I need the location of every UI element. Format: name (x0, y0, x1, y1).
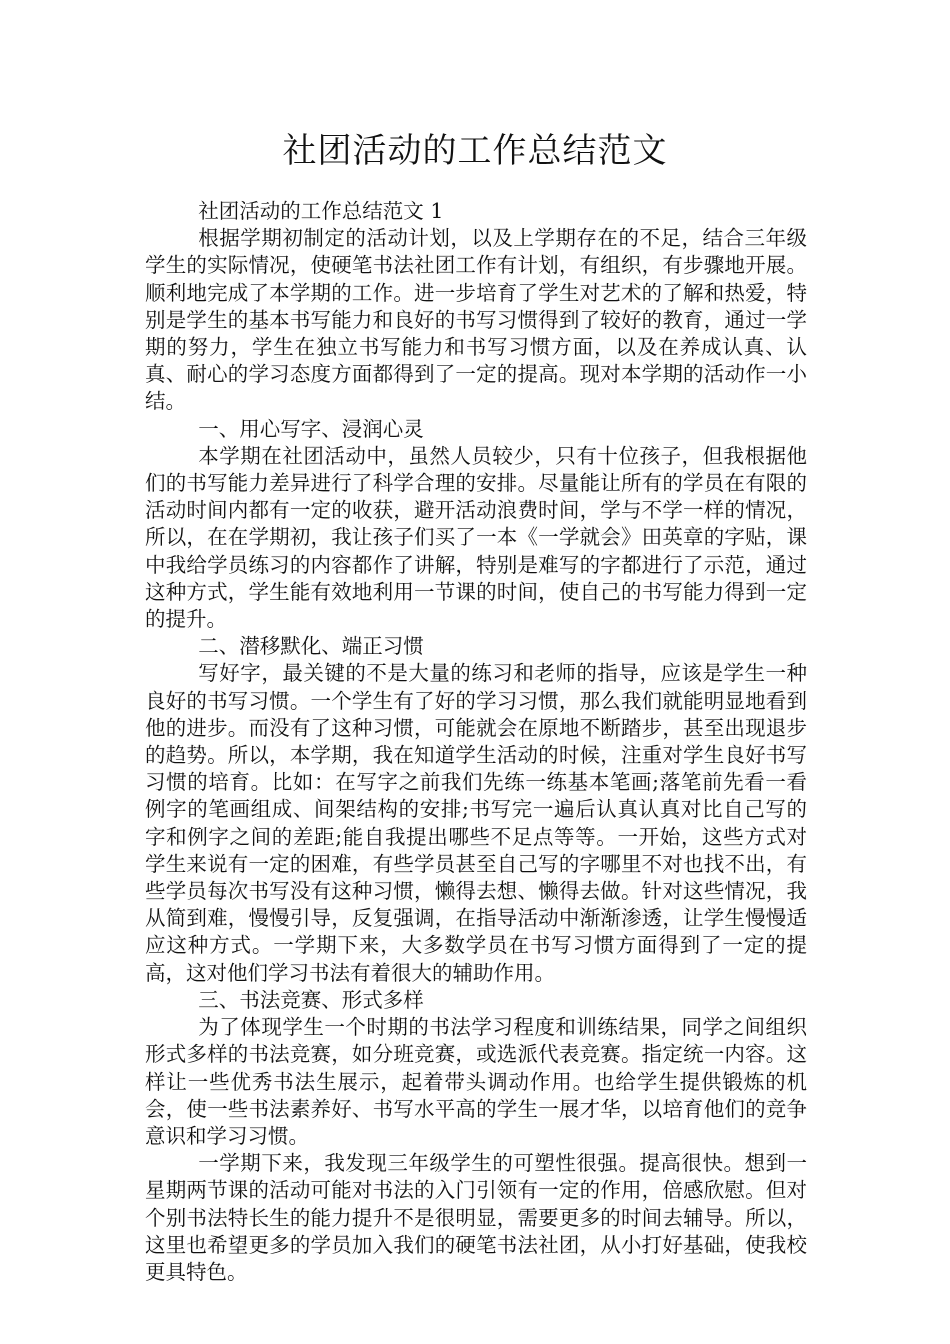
section-2-paragraph: 写好字，最关键的不是大量的练习和老师的指导，应该是学生一种良好的书写习惯。一个学生有了好的学习习惯，那么我们就能明显地看到他的进步。而没有了这种习惯，可能就会在原地不断踏步，甚至出现退步的趋势。所以，本学期，我在知道学生活动的时候，注重对学生良好书写习惯的培育。比如：在写字之前我们先练一练基本笔画;落笔前先看一看例字的笔画组成、间架结构的安排;书写完一遍后认真认真对比自己写的字和例字之间的差距;能自我提出哪些不足点等等。一开始，这些方式对学生来说有一定的困难，有些学员甚至自己写的字哪里不对也找不出，有些学员每次书写没有这种习惯，懒得去想、懒得去做。针对这些情况，我从简到难，慢慢引导，反复强调，在指导活动中渐渐渗透，让学生慢慢适应这种方式。一学期下来，大多数学员在书写习惯方面得到了一定的提高，这对他们学习书法有着很大的辅助作用。 (145, 661, 807, 985)
section-heading-3: 三、书法竞赛、形式多样 (198, 987, 424, 1012)
document-title: 社团活动的工作总结范文 (282, 131, 668, 171)
subtitle-paragraph: 社团活动的工作总结范文 1 (198, 199, 444, 223)
conclusion-paragraph: 一学期下来，我发现三年级学生的可塑性很强。提高很快。想到一星期两节课的活动可能对书法的入门引领有一定的作用，倍感欣慰。但对个别书法特长生的能力提升不是很明显，需要更多的时间去辅导。所以，这里也希望更多的学员加入我们的硬笔书法社团，从小打好基础，使我校更具特色。 (145, 1151, 807, 1284)
section-1-paragraph: 本学期在社团活动中，虽然人员较少，只有十位孩子，但我根据他们的书写能力差异进行了科学合理的安排。尽量能让所有的学员在有限的活动时间内都有一定的收获，避开活动浪费时间，学与不学一样的情况，所以，在在学期初，我让孩子们买了一本《一学就会》田英章的字贴，课中我给学员练习的内容都作了讲解，特别是难写的字都进行了示范，通过这种方式，学生能有效地利用一节课的时间，使自己的书写能力得到一定的提升。 (145, 443, 807, 632)
section-3-paragraph: 为了体现学生一个时期的书法学习程度和训练结果，同学之间组织形式多样的书法竞赛，如分班竞赛，或选派代表竞赛。指定统一内容。这样让一些优秀书法生展示，起着带头调动作用。也给学生提供锻炼的机会，使一些书法素养好、书写水平高的学生一展才华，以培育他们的竞争意识和学习习惯。 (145, 1015, 807, 1148)
section-heading-1: 一、用心写字、浸润心灵 (198, 416, 424, 441)
document-body (145, 198, 807, 1286)
section-heading-2: 二、潜移默化、端正习惯 (198, 634, 424, 659)
intro-paragraph: 根据学期初制定的活动计划，以及上学期存在的不足，结合三年级学生的实际情况，使硬笔书法社团工作有计划，有组织，有步骤地开展。顺利地完成了本学期的工作。进一步培育了学生对艺术的了解和热爱，特别是学生的基本书写能力和良好的书写习惯得到了较好的教育，通过一学期的努力，学生在独立书写能力和书写习惯方面，以及在养成认真、认真、耐心的学习态度方面都得到了一定的提高。现对本学期的活动作一小结。 (145, 226, 807, 414)
